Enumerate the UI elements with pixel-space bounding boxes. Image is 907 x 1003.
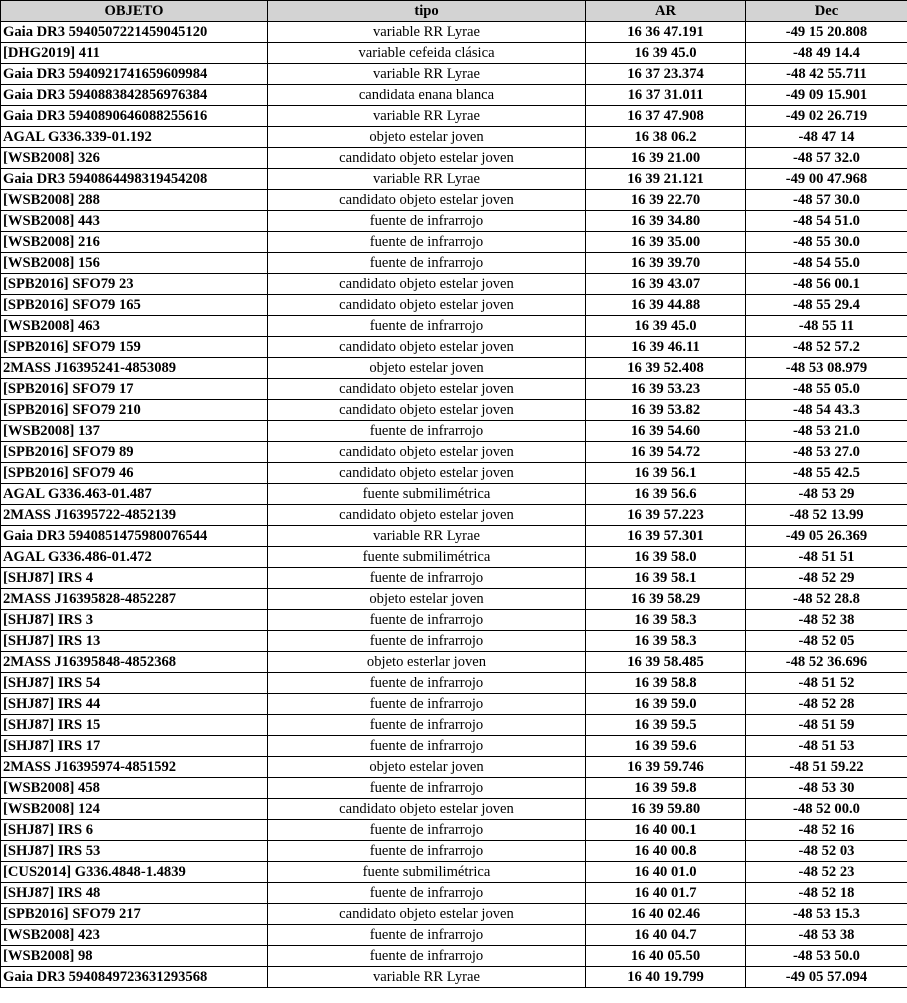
table-row [1,904,907,925]
cell-objeto: Gaia DR3 5940921741659609984 [1,64,268,85]
cell-objeto: Gaia DR3 5940507221459045120 [1,22,268,43]
cell-objeto: [SHJ87] IRS 17 [1,736,268,757]
cell-ar: 16 39 45.0 [586,316,746,337]
cell-objeto: [SPB2016] SFO79 17 [1,379,268,400]
cell-ar: 16 39 59.746 [586,757,746,778]
table-row [1,715,907,736]
cell-ar: 16 39 59.80 [586,799,746,820]
cell-objeto: AGAL G336.486-01.472 [1,547,268,568]
cell-objeto: [DHG2019] 411 [1,43,268,64]
cell-ar: 16 39 39.70 [586,253,746,274]
cell-ar: 16 39 34.80 [586,211,746,232]
cell-tipo: fuente de infrarrojo [268,673,586,694]
cell-ar: 16 39 58.3 [586,631,746,652]
cell-dec: -48 51 59.22 [746,757,907,778]
cell-tipo: objeto estelar joven [268,589,586,610]
cell-dec: -48 55 30.0 [746,232,907,253]
table-row [1,253,907,274]
cell-ar: 16 39 59.5 [586,715,746,736]
cell-objeto: [SPB2016] SFO79 165 [1,295,268,316]
cell-tipo: fuente de infrarrojo [268,946,586,967]
cell-tipo: fuente de infrarrojo [268,211,586,232]
cell-ar: 16 39 22.70 [586,190,746,211]
cell-tipo: fuente de infrarrojo [268,841,586,862]
table-row [1,400,907,421]
cell-dec: -49 02 26.719 [746,106,907,127]
cell-objeto: 2MASS J16395848-4852368 [1,652,268,673]
cell-ar: 16 39 53.82 [586,400,746,421]
table-row [1,421,907,442]
cell-dec: -48 55 42.5 [746,463,907,484]
table-row [1,211,907,232]
cell-dec: -48 52 16 [746,820,907,841]
cell-tipo: variable RR Lyrae [268,106,586,127]
cell-dec: -49 00 47.968 [746,169,907,190]
cell-tipo: candidato objeto estelar joven [268,463,586,484]
cell-dec: -48 53 29 [746,484,907,505]
cell-tipo: variable RR Lyrae [268,22,586,43]
table-row [1,568,907,589]
table-row [1,736,907,757]
cell-tipo: fuente de infrarrojo [268,568,586,589]
cell-dec: -48 51 53 [746,736,907,757]
cell-ar: 16 40 19.799 [586,967,746,988]
table-row [1,148,907,169]
cell-objeto: 2MASS J16395722-4852139 [1,505,268,526]
table-row [1,526,907,547]
cell-ar: 16 39 21.121 [586,169,746,190]
cell-ar: 16 39 56.1 [586,463,746,484]
cell-dec: -48 52 36.696 [746,652,907,673]
cell-objeto: [WSB2008] 288 [1,190,268,211]
cell-tipo: fuente de infrarrojo [268,736,586,757]
cell-tipo: fuente de infrarrojo [268,253,586,274]
cell-ar: 16 40 00.8 [586,841,746,862]
cell-ar: 16 37 47.908 [586,106,746,127]
table-row [1,316,907,337]
cell-tipo: candidato objeto estelar joven [268,295,586,316]
table-row [1,43,907,64]
cell-tipo: objeto estelar joven [268,757,586,778]
table-row [1,778,907,799]
cell-objeto: [SHJ87] IRS 6 [1,820,268,841]
cell-objeto: [CUS2014] G336.4848-1.4839 [1,862,268,883]
table-row [1,862,907,883]
cell-tipo: candidato objeto estelar joven [268,148,586,169]
cell-objeto: [SPB2016] SFO79 23 [1,274,268,295]
cell-dec: -48 52 57.2 [746,337,907,358]
cell-objeto: [WSB2008] 216 [1,232,268,253]
cell-tipo: fuente de infrarrojo [268,316,586,337]
cell-tipo: fuente de infrarrojo [268,421,586,442]
cell-objeto: [SHJ87] IRS 13 [1,631,268,652]
cell-ar: 16 39 35.00 [586,232,746,253]
cell-dec: -48 52 13.99 [746,505,907,526]
cell-tipo: variable RR Lyrae [268,967,586,988]
cell-objeto: [SPB2016] SFO79 217 [1,904,268,925]
table-row [1,799,907,820]
cell-ar: 16 39 54.60 [586,421,746,442]
cell-objeto: AGAL G336.463-01.487 [1,484,268,505]
cell-ar: 16 40 01.7 [586,883,746,904]
cell-tipo: fuente submilimétrica [268,862,586,883]
table-row [1,631,907,652]
cell-objeto: [WSB2008] 124 [1,799,268,820]
table-row [1,85,907,106]
cell-objeto: [SPB2016] SFO79 159 [1,337,268,358]
cell-ar: 16 40 00.1 [586,820,746,841]
table-row [1,190,907,211]
cell-ar: 16 39 53.23 [586,379,746,400]
cell-dec: -48 54 43.3 [746,400,907,421]
cell-tipo: candidato objeto estelar joven [268,904,586,925]
header-dec: Dec [746,1,907,22]
cell-ar: 16 39 58.29 [586,589,746,610]
cell-objeto: [SPB2016] SFO79 210 [1,400,268,421]
cell-objeto: [SHJ87] IRS 44 [1,694,268,715]
cell-dec: -48 42 55.711 [746,64,907,85]
cell-objeto: [SHJ87] IRS 53 [1,841,268,862]
cell-objeto: Gaia DR3 5940849723631293568 [1,967,268,988]
cell-ar: 16 39 43.07 [586,274,746,295]
cell-dec: -49 15 20.808 [746,22,907,43]
cell-objeto: Gaia DR3 5940890646088255616 [1,106,268,127]
table-row [1,694,907,715]
cell-ar: 16 40 02.46 [586,904,746,925]
table-row [1,442,907,463]
table-row [1,232,907,253]
table-row [1,22,907,43]
cell-dec: -48 55 05.0 [746,379,907,400]
cell-tipo: variable RR Lyrae [268,64,586,85]
cell-tipo: candidato objeto estelar joven [268,274,586,295]
cell-objeto: [SHJ87] IRS 48 [1,883,268,904]
table-row [1,358,907,379]
cell-dec: -48 53 21.0 [746,421,907,442]
table-row [1,652,907,673]
table-row [1,883,907,904]
header-objeto: OBJETO [1,1,268,22]
cell-tipo: variable RR Lyrae [268,169,586,190]
table-row [1,169,907,190]
cell-dec: -48 52 05 [746,631,907,652]
table-row [1,295,907,316]
cell-objeto: [WSB2008] 463 [1,316,268,337]
cell-dec: -48 55 29.4 [746,295,907,316]
cell-objeto: [WSB2008] 423 [1,925,268,946]
cell-tipo: fuente de infrarrojo [268,820,586,841]
table-row [1,127,907,148]
cell-ar: 16 39 44.88 [586,295,746,316]
cell-dec: -48 53 08.979 [746,358,907,379]
cell-dec: -48 57 32.0 [746,148,907,169]
cell-ar: 16 39 56.6 [586,484,746,505]
cell-ar: 16 39 58.0 [586,547,746,568]
cell-tipo: candidato objeto estelar joven [268,505,586,526]
cell-objeto: [WSB2008] 326 [1,148,268,169]
cell-tipo: fuente de infrarrojo [268,694,586,715]
table-row [1,379,907,400]
cell-tipo: candidato objeto estelar joven [268,442,586,463]
cell-ar: 16 39 58.1 [586,568,746,589]
cell-objeto: 2MASS J16395828-4852287 [1,589,268,610]
cell-dec: -49 09 15.901 [746,85,907,106]
cell-objeto: [SHJ87] IRS 4 [1,568,268,589]
cell-dec: -48 52 23 [746,862,907,883]
table-row [1,925,907,946]
cell-ar: 16 39 59.8 [586,778,746,799]
cell-tipo: fuente de infrarrojo [268,631,586,652]
cell-objeto: Gaia DR3 5940851475980076544 [1,526,268,547]
table-row [1,673,907,694]
cell-tipo: candidato objeto estelar joven [268,400,586,421]
cell-objeto: [WSB2008] 458 [1,778,268,799]
cell-tipo: fuente submilimétrica [268,547,586,568]
cell-objeto: Gaia DR3 5940864498319454208 [1,169,268,190]
cell-ar: 16 36 47.191 [586,22,746,43]
table-row [1,610,907,631]
cell-ar: 16 39 59.6 [586,736,746,757]
cell-ar: 16 39 58.8 [586,673,746,694]
table-row [1,820,907,841]
cell-ar: 16 39 59.0 [586,694,746,715]
cell-tipo: fuente de infrarrojo [268,778,586,799]
header-tipo: tipo [268,1,586,22]
cell-dec: -48 53 38 [746,925,907,946]
cell-dec: -49 05 26.369 [746,526,907,547]
cell-ar: 16 39 57.301 [586,526,746,547]
cell-tipo: candidato objeto estelar joven [268,337,586,358]
cell-ar: 16 38 06.2 [586,127,746,148]
header-ar: AR [586,1,746,22]
cell-objeto: [WSB2008] 98 [1,946,268,967]
cell-dec: -48 52 38 [746,610,907,631]
table-row [1,967,907,988]
cell-dec: -48 53 15.3 [746,904,907,925]
cell-dec: -48 52 18 [746,883,907,904]
cell-dec: -48 52 28 [746,694,907,715]
cell-dec: -48 52 03 [746,841,907,862]
table-row [1,757,907,778]
cell-tipo: fuente de infrarrojo [268,232,586,253]
cell-tipo: fuente submilimétrica [268,484,586,505]
cell-dec: -48 52 29 [746,568,907,589]
cell-dec: -48 56 00.1 [746,274,907,295]
cell-objeto: 2MASS J16395974-4851592 [1,757,268,778]
cell-dec: -48 51 59 [746,715,907,736]
table-row [1,337,907,358]
table-row [1,946,907,967]
cell-dec: -48 52 00.0 [746,799,907,820]
cell-tipo: fuente de infrarrojo [268,715,586,736]
cell-objeto: [SHJ87] IRS 54 [1,673,268,694]
cell-tipo: candidato objeto estelar joven [268,190,586,211]
cell-dec: -48 54 51.0 [746,211,907,232]
cell-dec: -48 52 28.8 [746,589,907,610]
cell-ar: 16 39 57.223 [586,505,746,526]
cell-objeto: [SPB2016] SFO79 89 [1,442,268,463]
cell-ar: 16 37 31.011 [586,85,746,106]
cell-ar: 16 40 04.7 [586,925,746,946]
cell-tipo: variable cefeida clásica [268,43,586,64]
table-row [1,505,907,526]
cell-dec: -48 55 11 [746,316,907,337]
cell-objeto: [SHJ87] IRS 15 [1,715,268,736]
cell-dec: -48 49 14.4 [746,43,907,64]
table-body [1,22,907,988]
cell-ar: 16 39 58.3 [586,610,746,631]
cell-ar: 16 39 46.11 [586,337,746,358]
table-row [1,547,907,568]
table-row [1,463,907,484]
cell-dec: -48 54 55.0 [746,253,907,274]
cell-ar: 16 39 58.485 [586,652,746,673]
cell-tipo: fuente de infrarrojo [268,610,586,631]
cell-tipo: fuente de infrarrojo [268,883,586,904]
table-row [1,274,907,295]
table-row [1,484,907,505]
cell-tipo: objeto esterlar joven [268,652,586,673]
cell-objeto: AGAL G336.339-01.192 [1,127,268,148]
cell-tipo: fuente de infrarrojo [268,925,586,946]
cell-ar: 16 39 54.72 [586,442,746,463]
cell-tipo: candidato objeto estelar joven [268,379,586,400]
cell-ar: 16 37 23.374 [586,64,746,85]
table-row [1,589,907,610]
header-row [1,1,907,22]
table-row [1,106,907,127]
cell-tipo: variable RR Lyrae [268,526,586,547]
cell-tipo: objeto estelar joven [268,127,586,148]
cell-dec: -48 47 14 [746,127,907,148]
cell-tipo: candidato objeto estelar joven [268,799,586,820]
cell-objeto: [SHJ87] IRS 3 [1,610,268,631]
cell-dec: -48 53 30 [746,778,907,799]
cell-tipo: objeto estelar joven [268,358,586,379]
cell-ar: 16 39 52.408 [586,358,746,379]
cell-dec: -49 05 57.094 [746,967,907,988]
cell-ar: 16 39 21.00 [586,148,746,169]
cell-dec: -48 51 51 [746,547,907,568]
cell-objeto: Gaia DR3 5940883842856976384 [1,85,268,106]
cell-objeto: [WSB2008] 137 [1,421,268,442]
cell-objeto: 2MASS J16395241-4853089 [1,358,268,379]
table-row [1,841,907,862]
cell-tipo: candidata enana blanca [268,85,586,106]
cell-dec: -48 53 27.0 [746,442,907,463]
table-row [1,64,907,85]
cell-objeto: [SPB2016] SFO79 46 [1,463,268,484]
cell-dec: -48 51 52 [746,673,907,694]
cell-dec: -48 57 30.0 [746,190,907,211]
cell-ar: 16 39 45.0 [586,43,746,64]
cell-ar: 16 40 05.50 [586,946,746,967]
cell-objeto: [WSB2008] 156 [1,253,268,274]
cell-objeto: [WSB2008] 443 [1,211,268,232]
cell-dec: -48 53 50.0 [746,946,907,967]
cell-ar: 16 40 01.0 [586,862,746,883]
